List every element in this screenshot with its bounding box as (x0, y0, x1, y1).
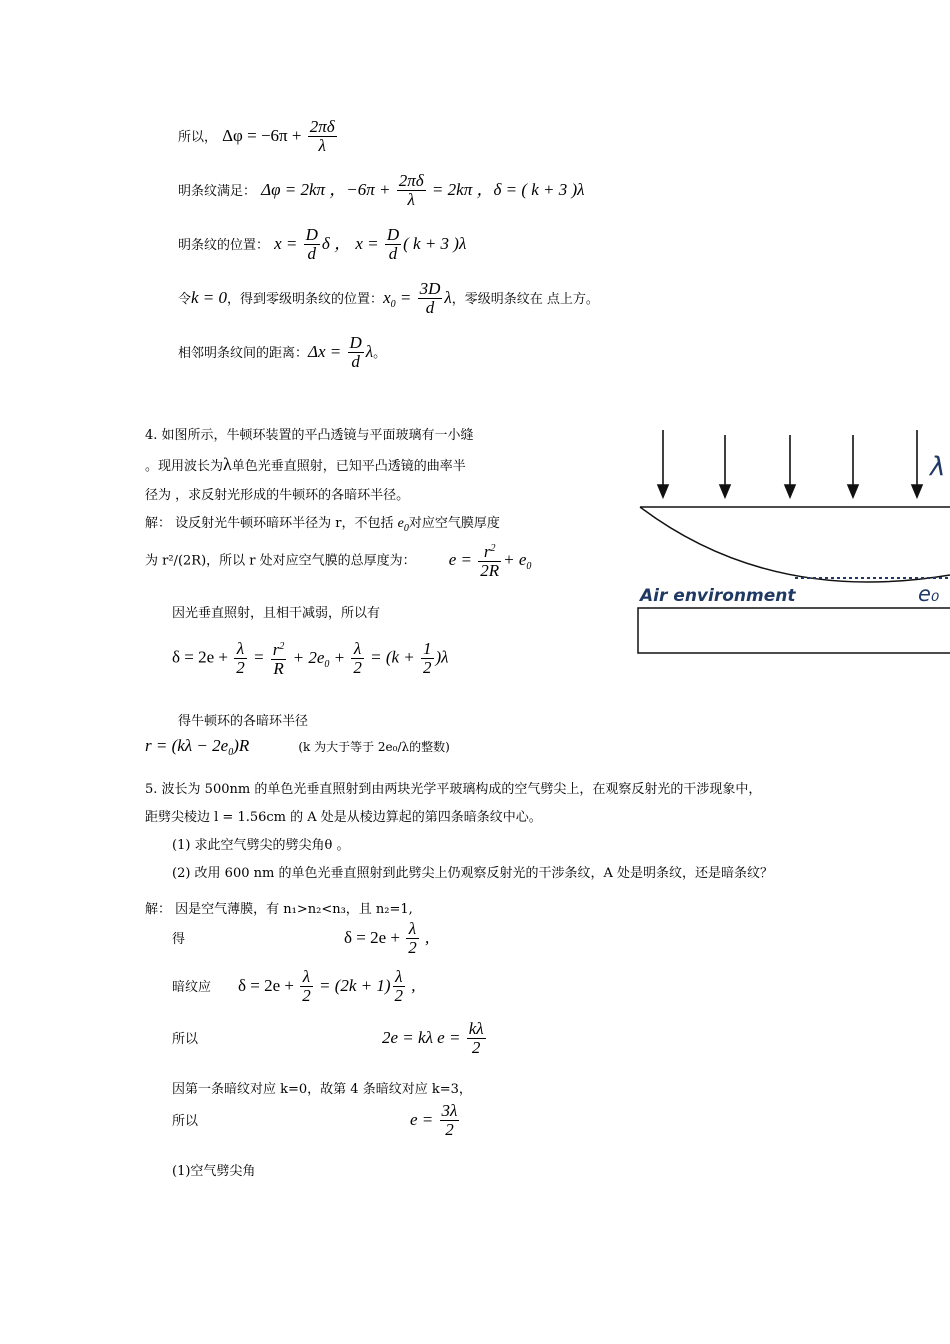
problem5-solution-7: (1)空气劈尖角 (172, 1164, 256, 1179)
problem5-text-1: 5. 波长为 500nm 的单色光垂直照射到由两块光学平玻璃构成的空气劈尖上，在观察反射光的干涉现象中， (145, 782, 762, 797)
formula-line-zero-order: 令k = 0，得到零级明条纹的位置：$x_0$ = $\frac{3D}{d}$ λ，零级明条纹在 点上方。 (178, 279, 599, 317)
problem4-solution-4: 得牛顿环的各暗环半径 (178, 714, 309, 729)
formula-line-bright-condition: 明条纹满足： Δφ = 2kπ ，−6π + $\frac{2\pi\delta}{\lambda}$ = 2kπ ，δ = ( k + 3 )λ (178, 171, 585, 209)
wavelength-label: λ (930, 452, 946, 482)
problem4-solution-1: 解： 设反射光牛顿环暗环半径为 r，不包括 $e_0$对应空气膜厚度 (145, 516, 500, 534)
problem5-line-dark: 暗纹应 δ = 2e + $\frac{\lambda}{2}$ = (2k + 1) $\frac{\lambda}{2}$ , (172, 967, 416, 1005)
problem5-solution-5: 因第一条暗纹对应 k=0，故第 4 条暗纹对应 k=3， (172, 1082, 472, 1097)
problem5-solution-1: 解： 因是空气薄膜，有 n₁>n₂<n₃，且 n₂=1, (145, 902, 413, 917)
problem4-solution-2: 为 r²/(2R)，所以 r 处对应空气膜的总厚度为： e = $\frac{r^2}{2R}$ + $e_0$ (145, 542, 532, 580)
formula-line-phase: 所以， Δφ = −6π + $\frac{2\pi\delta}{\lambda}$ (178, 117, 335, 155)
incident-light-arrows (658, 430, 922, 497)
problem4-solution-3: 因光垂直照射，且相干减弱，所以有 (172, 606, 381, 621)
problem4-formula-delta: δ = 2e + $\frac{\lambda}{2}$ = $\frac{r^2}{R}$ + $2e_0$ + $\frac{\lambda}{2}$ = (k + $\frac{1}{2}$ )λ (172, 638, 449, 678)
formula-line-bright-position: 明条纹的位置： x = $\frac{D}{d}$ δ ， x = $\frac{D}{d}$ ( k + 3 )λ (178, 225, 467, 263)
problem5-line-de: 得 δ = 2e + $\frac{\lambda}{2}$ , (172, 919, 430, 957)
problem5-question-1: (1) 求此空气劈尖的劈尖角θ 。 (172, 838, 350, 853)
problem5-text-2: 距劈尖棱边 l = 1.56cm 的 A 处是从棱边算起的第四条暗条纹中心。 (145, 810, 542, 825)
e0-label: e₀ (918, 582, 940, 606)
problem5-line-e3: 所以 e = $\frac{3\lambda}{2}$ (172, 1101, 458, 1139)
problem4-formula-radius: $r = (k\lambda - 2e_0)R$ (k 为大于等于 2e₀/λ的整数) (145, 736, 450, 758)
problem5-line-thickness: 所以 2e = kλ e = $\frac{k\lambda}{2}$ (172, 1019, 484, 1057)
glass-plate (638, 608, 950, 653)
problem4-text-1: 4. 如图所示，牛顿环装置的平凸透镜与平面玻璃有一小缝 (145, 428, 474, 443)
problem4-text-3: 径为 ，求反射光形成的牛顿环的各暗环半径。 (145, 488, 410, 503)
plano-convex-lens (640, 507, 950, 582)
newton-ring-figure (630, 425, 950, 660)
formula-line-spacing: 相邻明条纹间的距离：Δx = $\frac{D}{d}$ λ。 (178, 333, 387, 371)
problem5-question-2: (2) 改用 600 nm 的单色光垂直照射到此劈尖上仍观察反射光的干涉条纹，A 处是明条纹，还是暗条纹？ (172, 866, 773, 881)
air-environment-label: Air environment (640, 586, 796, 606)
problem4-text-2: 。现用波长为λ单色光垂直照射，已知平凸透镜的曲率半 (145, 454, 466, 474)
